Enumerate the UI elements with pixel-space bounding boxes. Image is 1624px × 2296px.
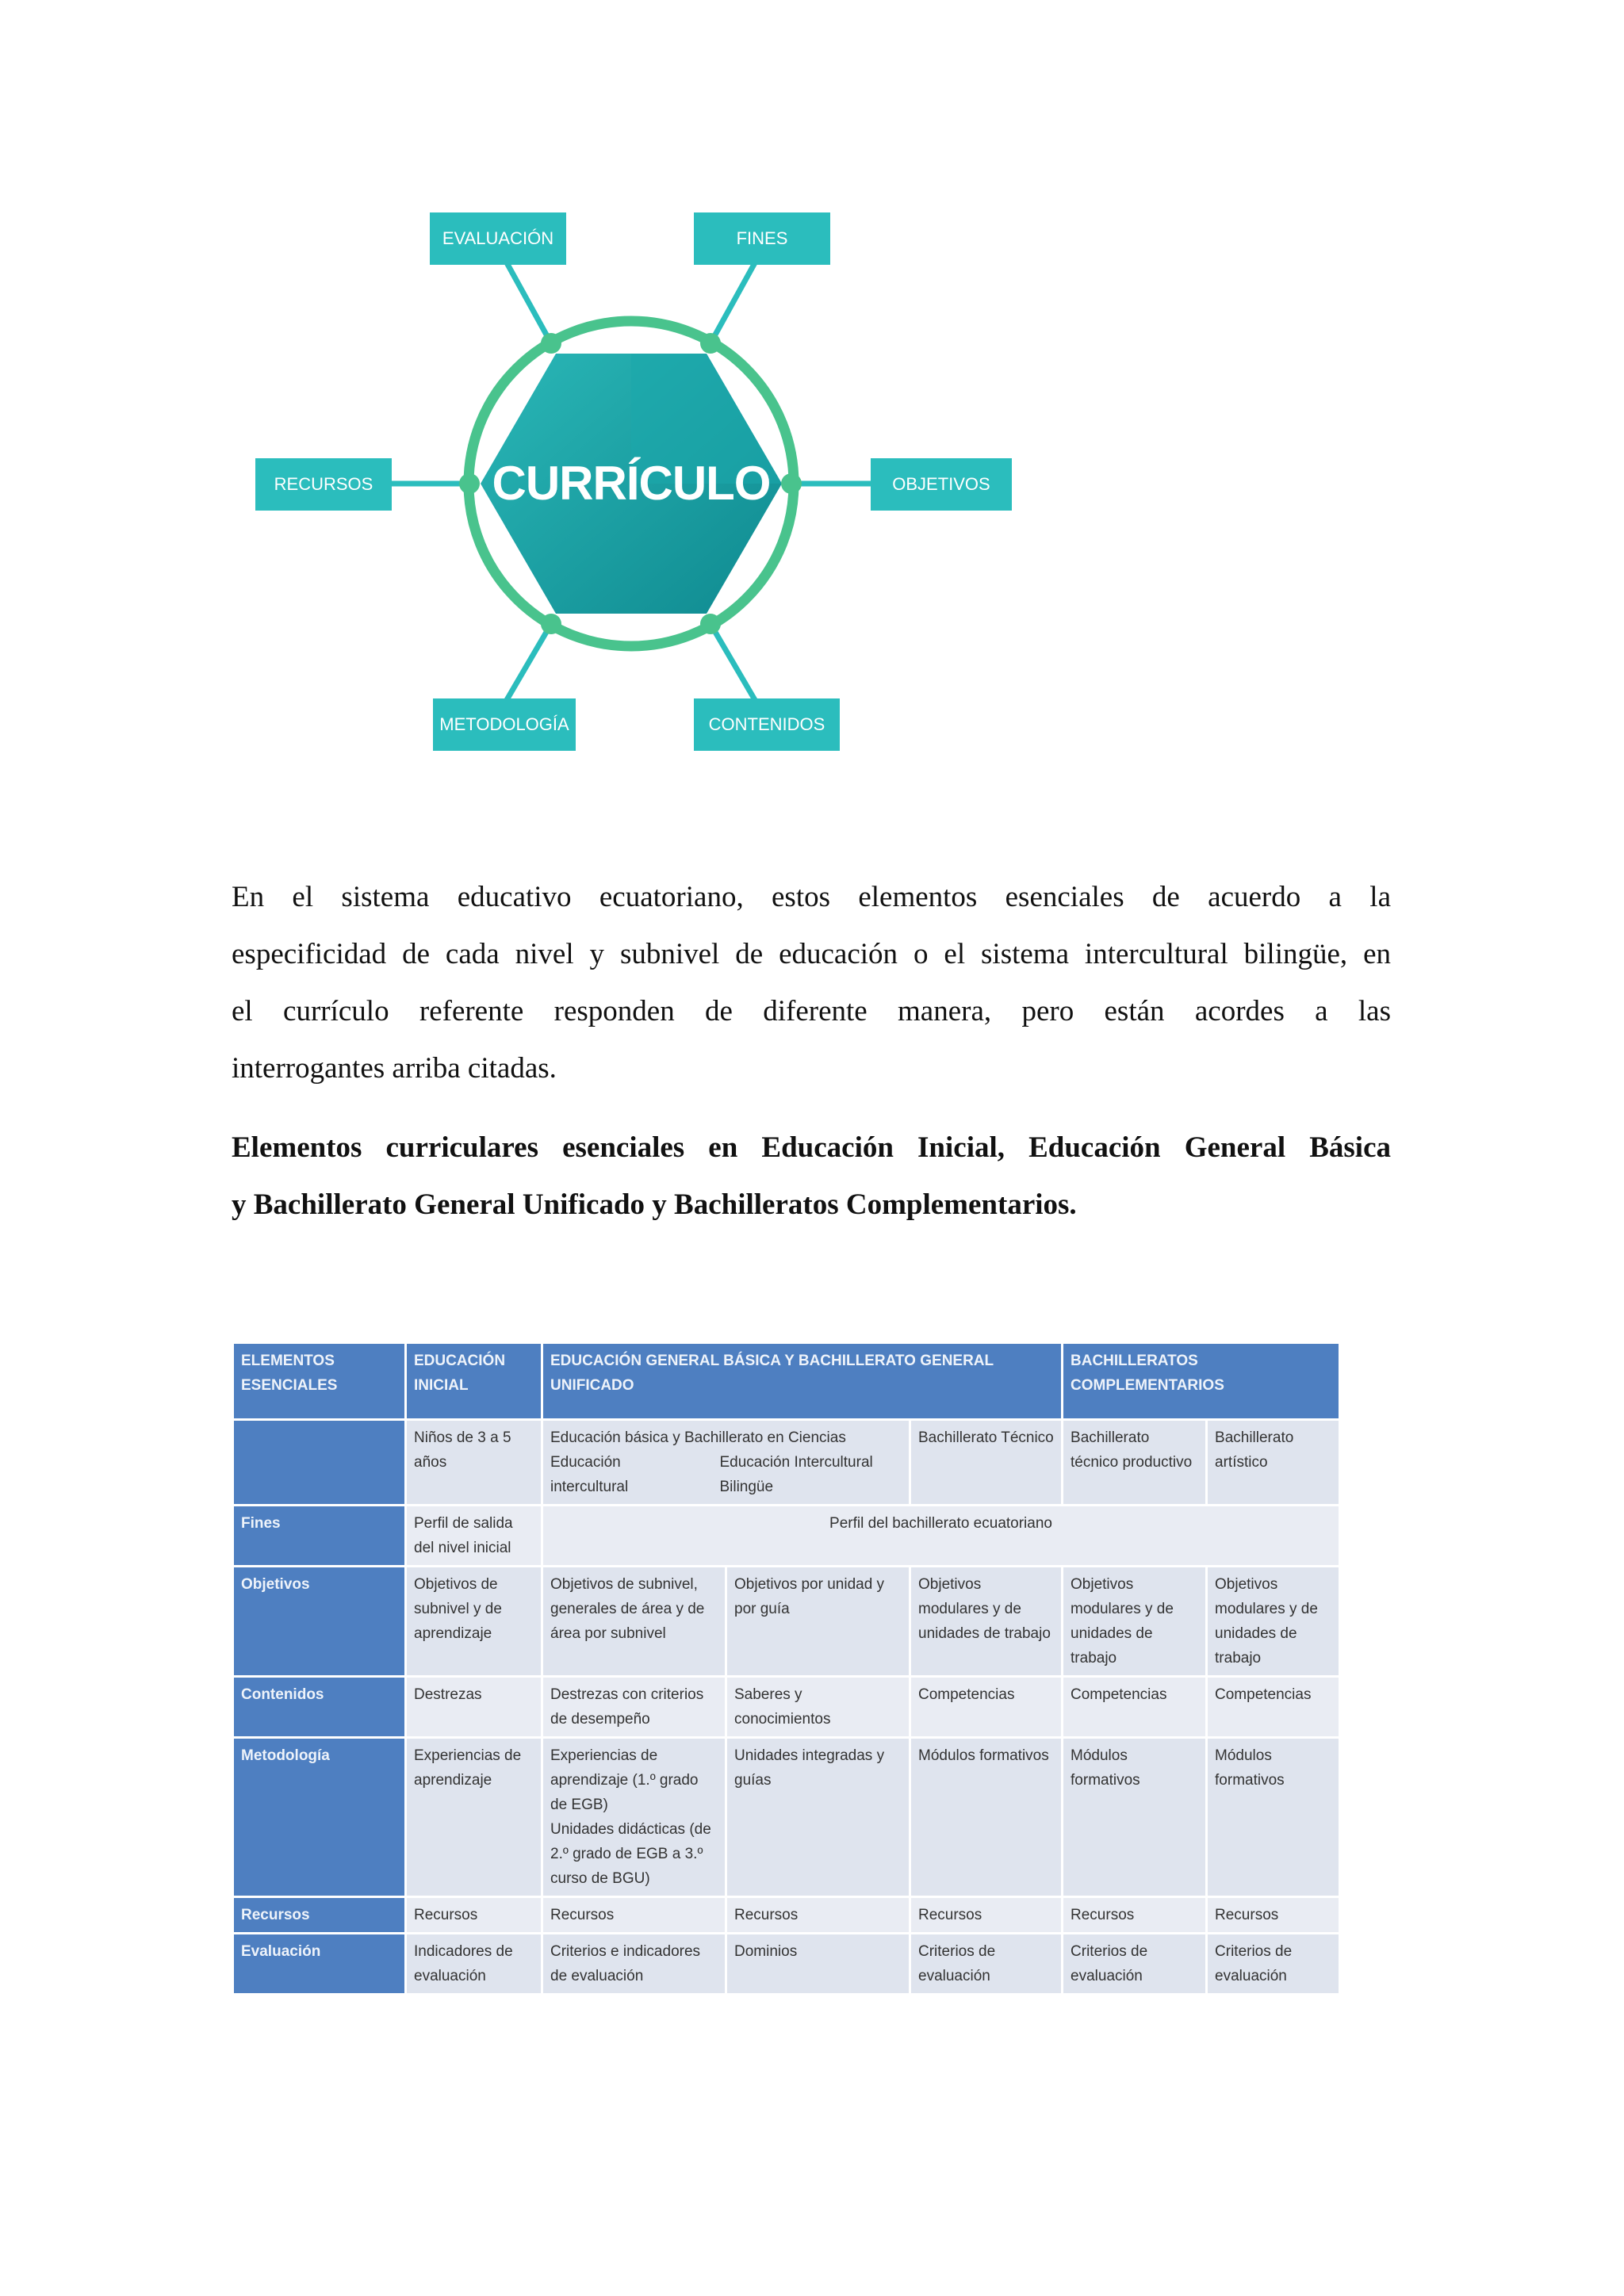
header-complementarios: BACHILLERATOS COMPLEMENTARIOS bbox=[1063, 1343, 1340, 1420]
table-cell: Módulos formativos bbox=[1063, 1738, 1207, 1897]
subheader-ciencias: Educación básica y Bachillerato en Ciencias bbox=[550, 1429, 846, 1446]
intro-line: En el sistema educativo ecuatoriano, estos elementos esenciales de acuerdo a la bbox=[232, 881, 1391, 913]
svg-text:OBJETIVOS: OBJETIVOS bbox=[892, 474, 990, 494]
heading-line: Elementos curriculares esenciales en Educación Inicial, Educación General Básica bbox=[232, 1131, 1391, 1164]
intro-paragraph bbox=[232, 869, 1391, 1097]
table-cell: Criterios e indicadores de evaluación bbox=[542, 1934, 726, 1995]
subheader-tecnico-productivo: Bachillerato técnico productivo bbox=[1063, 1420, 1207, 1506]
table-cell: Criterios de evaluación bbox=[1063, 1934, 1207, 1995]
table-cell: Objetivos modulares y de unidades de trabajo bbox=[1063, 1567, 1207, 1677]
table-cell: Criterios de evaluación bbox=[1207, 1934, 1340, 1995]
row-label-fines: Fines bbox=[233, 1506, 406, 1567]
subheader-tecnico: Bachillerato Técnico bbox=[910, 1420, 1063, 1506]
section-heading bbox=[232, 1119, 1391, 1234]
table-cell: Recursos bbox=[1207, 1897, 1340, 1934]
table-cell: Competencias bbox=[910, 1677, 1063, 1738]
table-header-row bbox=[233, 1343, 1340, 1420]
subheader-artistico: Bachillerato artístico bbox=[1207, 1420, 1340, 1506]
table-cell: Recursos bbox=[910, 1897, 1063, 1934]
table-cell: Indicadores de evaluación bbox=[406, 1934, 542, 1995]
table-cell: Competencias bbox=[1207, 1677, 1340, 1738]
table-row-evaluacion bbox=[233, 1934, 1340, 1995]
table-cell: Recursos bbox=[1063, 1897, 1207, 1934]
svg-text:METODOLOGÍA: METODOLOGÍA bbox=[439, 714, 569, 734]
table-cell: Destrezas bbox=[406, 1677, 542, 1738]
intro-line: el currículo referente responden de diferente manera, pero están acordes a las bbox=[232, 995, 1391, 1027]
fines-rest: Perfil del bachillerato ecuatoriano bbox=[542, 1506, 1340, 1567]
table-cell: Experiencias de aprendizaje bbox=[406, 1738, 542, 1897]
table-cell bbox=[542, 1738, 726, 1897]
table-cell: Recursos bbox=[406, 1897, 542, 1934]
curriculum-table bbox=[232, 1341, 1341, 1996]
fines-inicial: Perfil de salida del nivel inicial bbox=[406, 1506, 542, 1567]
svg-text:FINES: FINES bbox=[736, 228, 788, 248]
heading-line: y Bachillerato General Unificado y Bachilleratos Complementarios. bbox=[232, 1188, 1077, 1221]
table-subheader-row bbox=[233, 1420, 1340, 1506]
subheader-ninos: Niños de 3 a 5 años bbox=[406, 1420, 542, 1506]
metodologia-egb-2: Unidades didácticas (de 2.º grado de EGB a 3.º curso de BGU) bbox=[550, 1821, 711, 1887]
row-label-contenidos: Contenidos bbox=[233, 1677, 406, 1738]
table-cell: Objetivos modulares y de unidades de trabajo bbox=[1207, 1567, 1340, 1677]
table-cell: Objetivos por unidad y por guía bbox=[726, 1567, 910, 1677]
table-cell: Recursos bbox=[726, 1897, 910, 1934]
node-fines bbox=[694, 212, 830, 265]
subheader-ciencias-cell bbox=[542, 1420, 910, 1506]
header-inicial: EDUCACIÓN INICIAL bbox=[406, 1343, 542, 1420]
table-cell: Competencias bbox=[1063, 1677, 1207, 1738]
table-row-contenidos bbox=[233, 1677, 1340, 1738]
table-cell: Objetivos de subnivel, generales de área y de área por subnivel bbox=[542, 1567, 726, 1677]
header-egb-bgu: EDUCACIÓN GENERAL BÁSICA Y BACHILLERATO GENERAL UNIFICADO bbox=[542, 1343, 1063, 1420]
intro-line: interrogantes arriba citadas. bbox=[232, 1052, 557, 1085]
table-row-metodologia bbox=[233, 1738, 1340, 1897]
metodologia-egb-1: Experiencias de aprendizaje (1.º grado de EGB) bbox=[550, 1747, 699, 1813]
node-contenidos bbox=[694, 698, 840, 751]
row-label-evaluacion: Evaluación bbox=[233, 1934, 406, 1995]
intro-line: especificidad de cada nivel y subnivel de educación o el sistema intercultural bilingüe, en bbox=[232, 938, 1391, 970]
table-cell: Objetivos de subnivel y de aprendizaje bbox=[406, 1567, 542, 1677]
table-cell: Saberes y conocimientos bbox=[726, 1677, 910, 1738]
table-cell: Dominios bbox=[726, 1934, 910, 1995]
subheader-intercultural-bilingue: Educación Intercultural Bilingüe bbox=[719, 1454, 873, 1495]
table-row-recursos bbox=[233, 1897, 1340, 1934]
table-row-objetivos bbox=[233, 1567, 1340, 1677]
svg-text:EVALUACIÓN: EVALUACIÓN bbox=[442, 228, 554, 248]
svg-text:RECURSOS: RECURSOS bbox=[274, 474, 373, 494]
row-label-metodologia: Metodología bbox=[233, 1738, 406, 1897]
subheader-intercultural: Educación intercultural bbox=[550, 1454, 629, 1495]
table-cell: Destrezas con criterios de desempeño bbox=[542, 1677, 726, 1738]
table-cell: Módulos formativos bbox=[1207, 1738, 1340, 1897]
curriculum-label: CURRÍCULO bbox=[492, 457, 771, 510]
table-row-fines bbox=[233, 1506, 1340, 1567]
node-metodologia bbox=[433, 698, 576, 751]
table-cell: Recursos bbox=[542, 1897, 726, 1934]
node-objetivos bbox=[871, 458, 1012, 511]
curriculum-hexagon bbox=[481, 354, 782, 614]
table-cell: Objetivos modulares y de unidades de trabajo bbox=[910, 1567, 1063, 1677]
node-recursos bbox=[255, 458, 392, 511]
table-cell: Criterios de evaluación bbox=[910, 1934, 1063, 1995]
node-evaluacion bbox=[430, 212, 566, 265]
row-label-objetivos: Objetivos bbox=[233, 1567, 406, 1677]
row-label-recursos: Recursos bbox=[233, 1897, 406, 1934]
table-cell: Unidades integradas y guías bbox=[726, 1738, 910, 1897]
svg-text:CONTENIDOS: CONTENIDOS bbox=[708, 714, 825, 734]
subheader-intercultural-split bbox=[550, 1450, 902, 1499]
table-cell: Módulos formativos bbox=[910, 1738, 1063, 1897]
subheader-blank bbox=[233, 1420, 406, 1506]
curriculum-diagram bbox=[0, 0, 1624, 832]
header-elementos: ELEMENTOS ESENCIALES bbox=[233, 1343, 406, 1420]
